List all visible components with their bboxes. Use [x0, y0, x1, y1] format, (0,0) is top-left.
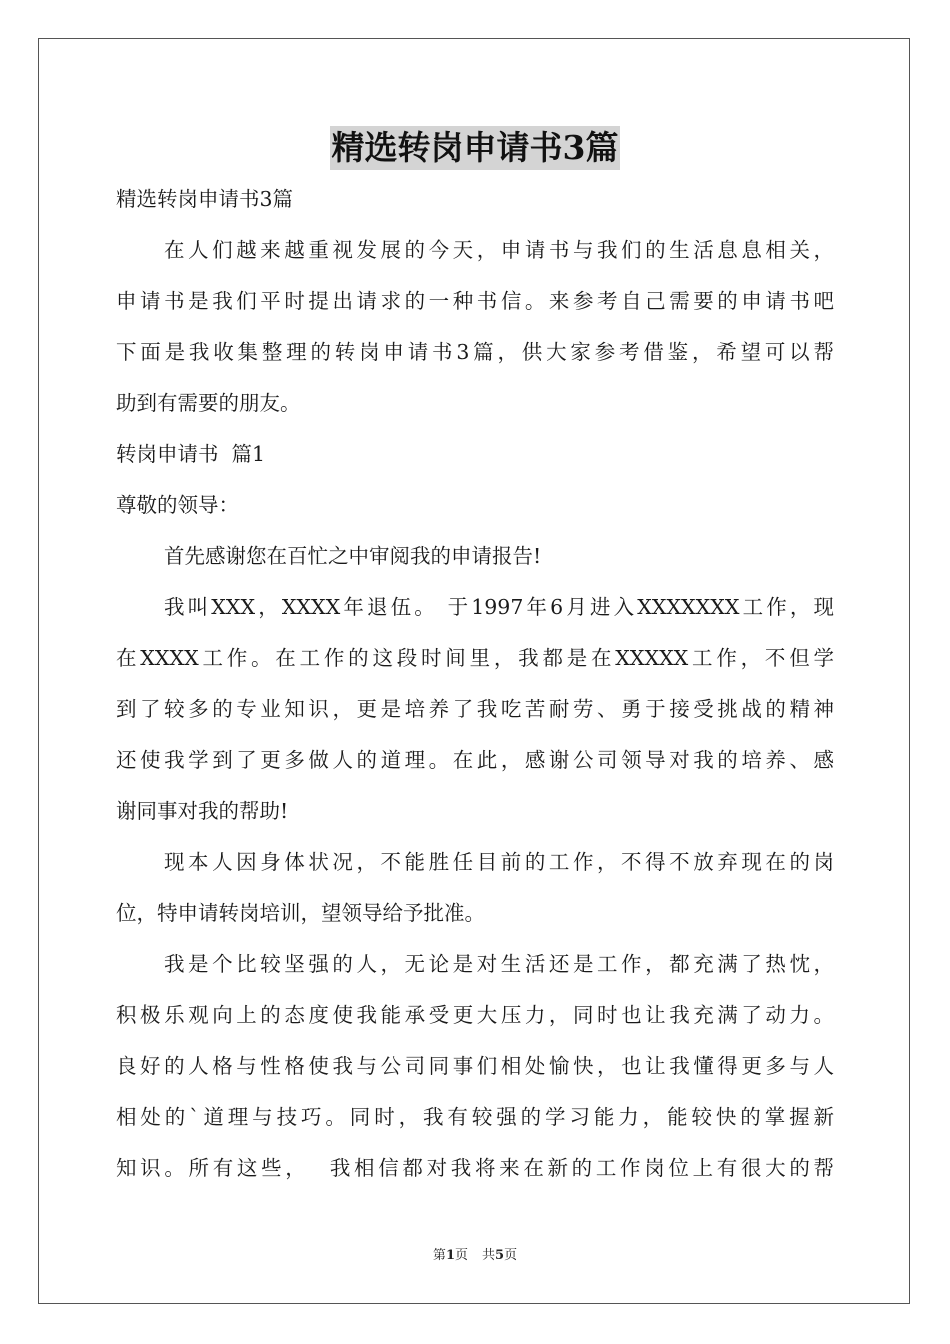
para-self-line-1: 我是个比较坚强的人，无论是对生活还是工作，都充满了热忱，: [164, 952, 834, 976]
intro-line-2: 申请书是我们平时提出请求的一种书信。来参考自己需要的申请书吧: [116, 289, 834, 313]
para-thanks: 首先感谢您在百忙之中审阅我的申请报告!: [164, 544, 542, 568]
para-intro-line-3: 到了较多的专业知识，更是培养了我吃苦耐劳、勇于接受挑战的精神: [116, 697, 834, 721]
total-unit: 页: [504, 1248, 518, 1263]
title-wrap: [0, 126, 950, 170]
intro-line-3: 下面是我收集整理的转岗申请书3篇，供大家参考借鉴，希望可以帮: [116, 340, 834, 364]
para-self-line-4: 相处的`道理与技巧。同时，我有较强的学习能力，能较快的掌握新: [116, 1105, 834, 1129]
section-heading: 转岗申请书 篇1: [116, 442, 266, 466]
para-intro-line-4: 还使我学到了更多做人的道理。在此，感谢公司领导对我的培养、感: [116, 748, 834, 772]
para-self-line-5: 知识。所有这些， 我相信都对我将来在新的工作岗位上有很大的帮: [116, 1156, 834, 1180]
salutation: 尊敬的领导：: [116, 493, 239, 517]
subtitle-line: 精选转岗申请书3篇: [116, 187, 294, 211]
para-reason-line-2: 位，特申请转岗培训，望领导给予批准。: [116, 901, 485, 925]
document-body: [116, 177, 834, 1197]
para-reason-line-1: 现本人因身体状况，不能胜任目前的工作，不得不放弃现在的岗: [164, 850, 834, 874]
para-self-line-2: 积极乐观向上的态度使我能承受更大压力，同时也让我充满了动力。: [116, 1003, 834, 1027]
page-unit: 页: [454, 1248, 468, 1263]
page-footer: [0, 1246, 950, 1266]
current-page-number: 1: [445, 1248, 455, 1263]
page-prefix: 第: [432, 1248, 446, 1263]
para-self-line-3: 良好的人格与性格使我与公司同事们相处愉快，也让我懂得更多与人: [116, 1054, 834, 1078]
document-title: 精选转岗申请书3篇: [330, 126, 621, 170]
intro-line-4: 助到有需要的朋友。: [116, 391, 301, 415]
total-prefix: 共: [482, 1248, 496, 1263]
para-intro-line-1: 我叫XXX，XXXX年退伍。 于1997年6月进入XXXXXXX工作，现: [164, 595, 834, 619]
intro-line-1: 在人们越来越重视发展的今天，申请书与我们的生活息息相关，: [164, 238, 834, 262]
para-intro-line-5: 谢同事对我的帮助!: [116, 799, 289, 823]
para-intro-line-2: 在XXXX工作。在工作的这段时间里，我都是在XXXXX工作，不但学: [116, 646, 834, 670]
total-page-count: 5: [495, 1248, 505, 1263]
